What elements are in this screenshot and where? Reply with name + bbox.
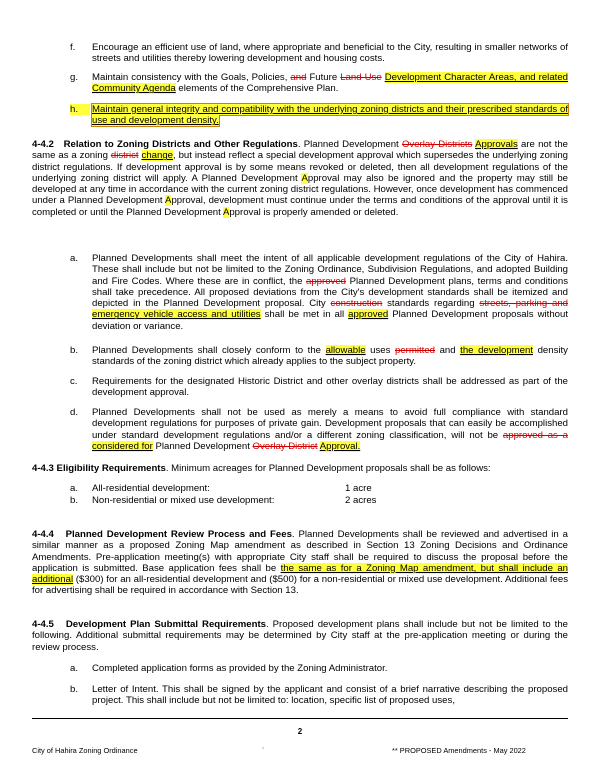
inserted-text: A	[165, 195, 172, 207]
footer-mark: `	[262, 746, 265, 755]
section-heading: Planned Development Review Process and Fees	[65, 529, 292, 540]
inserted-text: A	[222, 206, 230, 218]
inserted-text: Approval.	[319, 440, 361, 452]
footer-right: ** PROPOSED Amendments - May 2022	[392, 746, 526, 755]
list-item-c	[70, 376, 568, 399]
inserted-text: A	[301, 172, 308, 184]
section-4-4-4: 4-4.4 Planned Development Review Process and Fees. Planned Developments shall be reviewed and advertised in a similar manner as a proposed Zoning Map amendment as described in Section 13 Zoning Decisions and Ordinance Amendments. Pre-application meeting(s) with appropriate City staff shall be required to discuss the proposal before the application is submitted. Base application fees shall be the same as for a Zoning Map amendment, but shall include an additional ($300) for an all-residential development and ($500) for a non-residential or mixed use development. Additional fees for advertising shall be required in accordance with Section 13.	[32, 529, 568, 597]
deleted-text: Overlay District	[252, 440, 318, 452]
inserted-text: the same as for a Zoning Map amendment, but shall include an additional	[32, 562, 568, 586]
item-text: Requirements for the designated Historic District and other overlay districts shall be addressed as part of the development approval.	[92, 376, 568, 399]
section-heading: Development Plan Submittal Requirements	[65, 619, 266, 630]
inserted-text: the development	[460, 345, 533, 356]
item-text	[92, 104, 568, 127]
section-heading: Relation to Zoning Districts and Other Regulations	[63, 139, 298, 150]
deleted-text: approved	[306, 275, 347, 287]
item-text: Completed application forms as provided by the Zoning Administrator.	[92, 663, 388, 674]
list-item-a	[70, 663, 568, 674]
item-text: Letter of Intent. This shall be signed by the applicant and consist of a brief narrative describing the proposed project. This shall include but not be limited to: location, specific list of proposed uses,	[92, 684, 568, 707]
inserted-text: approved	[348, 309, 389, 321]
item-text: Encourage an efficient use of land, where appropriate and beneficial to the City, resulting in smaller networks of streets and utilities thereby lowering development and housing costs.	[92, 42, 568, 65]
inserted-text: emergency vehicle access and utilities	[92, 309, 261, 321]
row-label: a.	[70, 483, 79, 494]
deleted-text: streets, parking and	[479, 298, 568, 310]
footer-divider	[32, 718, 568, 719]
inserted-text: allowable	[325, 345, 366, 356]
item-label: d.	[70, 407, 79, 418]
item-label: f.	[70, 42, 76, 53]
row-label: b.	[70, 495, 79, 506]
section-4-4-2: 4-4.2 Relation to Zoning Districts and Other Regulations. Planned Development Overlay Districts Approvals are not the same as a zoning district change, but instead reflect a special development approval which supersedes the underlying zoning district regulations. If development approval is by some means revoked or deleted, then all development regulations of the underlying zoning district will apply. A Planned Development Approval may also be ignored and the property may still be developed at any time in accordance with the current zoning district regulations. However, once development has commenced under a Planned Development Approval, development must continue under the terms and conditions of the approval until it is completed or until the Planned Development Approval is properly amended or deleted.	[32, 139, 569, 218]
deleted-text: district	[110, 150, 139, 162]
item-label: g.	[70, 72, 79, 83]
item-label: a.	[70, 663, 79, 674]
row-value: 1 acre	[345, 483, 372, 494]
footer-left: City of Hahira Zoning Ordinance	[32, 746, 138, 755]
deleted-text: and	[290, 72, 307, 83]
item-label: h.	[70, 104, 90, 115]
list-item-f	[70, 42, 568, 65]
inserted-text: change	[141, 150, 173, 162]
section-number: 4-4.3	[32, 463, 54, 474]
deleted-text: permitted	[395, 345, 435, 356]
deleted-text: construction	[330, 298, 383, 310]
section-number: 4-4.2	[32, 139, 54, 150]
deleted-text: Overlay Districts	[401, 139, 473, 150]
item-text: Planned Developments shall closely conform to the allowable uses permitted and the development density standards of the zoning district which already applies to the subject property.	[92, 345, 568, 368]
list-item-h	[70, 104, 568, 127]
section-number: 4-4.5	[32, 619, 54, 630]
item-label: a.	[70, 253, 79, 264]
item-label: b.	[70, 684, 79, 695]
item-label: b.	[70, 345, 79, 356]
inserted-text: Maintain general integrity and compatibility with the underlying zoning districts and their prescribed standards of use and development density.	[92, 104, 568, 127]
row-value: 2 acres	[345, 495, 377, 506]
section-number: 4-4.4	[32, 529, 54, 540]
item-text: Maintain consistency with the Goals, Policies, and Future Land Use Development Character Areas, and related Community Agenda elements of the Comprehensive Plan.	[92, 72, 568, 95]
item-text: Planned Developments shall not be used as merely a means to avoid full compliance with standard development regulations for purposes of private gain. Development proposals that can easily be accomplished under standard development regulations and/or a different zoning classification, will not be approved as a considered for Planned Development Overlay District Approval.	[92, 407, 568, 452]
list-item-g	[70, 72, 568, 95]
list-item-b	[70, 684, 568, 707]
deleted-text: Land Use	[340, 72, 382, 83]
section-heading: Eligibility Requirements	[56, 463, 166, 474]
section-4-4-5: 4-4.5 Development Plan Submittal Requirements. Proposed development plans shall include but not be limited to the following. Additional submittal requirements may be determined by City staff at the pre-application meeting or during the review process.	[32, 619, 568, 653]
list-item-b	[70, 345, 568, 368]
row-desc: All-residential development:	[92, 483, 210, 494]
inserted-text: considered for	[92, 440, 153, 452]
item-text: Planned Developments shall meet the intent of all applicable development regulations of the City of Hahira. These shall include but not be limited to the Zoning Ordinance, Subdivision Regulations, and adopted Building and Fire Codes. Where these are in conflict, the approved Planned Development plans, terms and conditions shall take precedence. All proposed deviations from the City's development standards shall be itemized and depicted in the Planned Development proposal. City construction standards regarding streets, parking and emergency vehicle access and utilities shall be met in all approved Planned Development proposals without deviation or variance.	[92, 253, 568, 332]
page-number: 2	[297, 727, 303, 736]
row-desc: Non-residential or mixed use development:	[92, 495, 275, 506]
list-item-d	[70, 407, 568, 452]
inserted-text: Approvals	[475, 139, 518, 150]
deleted-text: approved as a	[502, 429, 568, 441]
list-item-a	[70, 253, 568, 332]
section-4-4-3: 4-4.3 Eligibility Requirements. Minimum acreages for Planned Development proposals shall be as follows:	[32, 463, 491, 474]
item-label: c.	[70, 376, 78, 387]
inserted-text: Development Character Areas, and related Community Agenda	[92, 72, 568, 95]
